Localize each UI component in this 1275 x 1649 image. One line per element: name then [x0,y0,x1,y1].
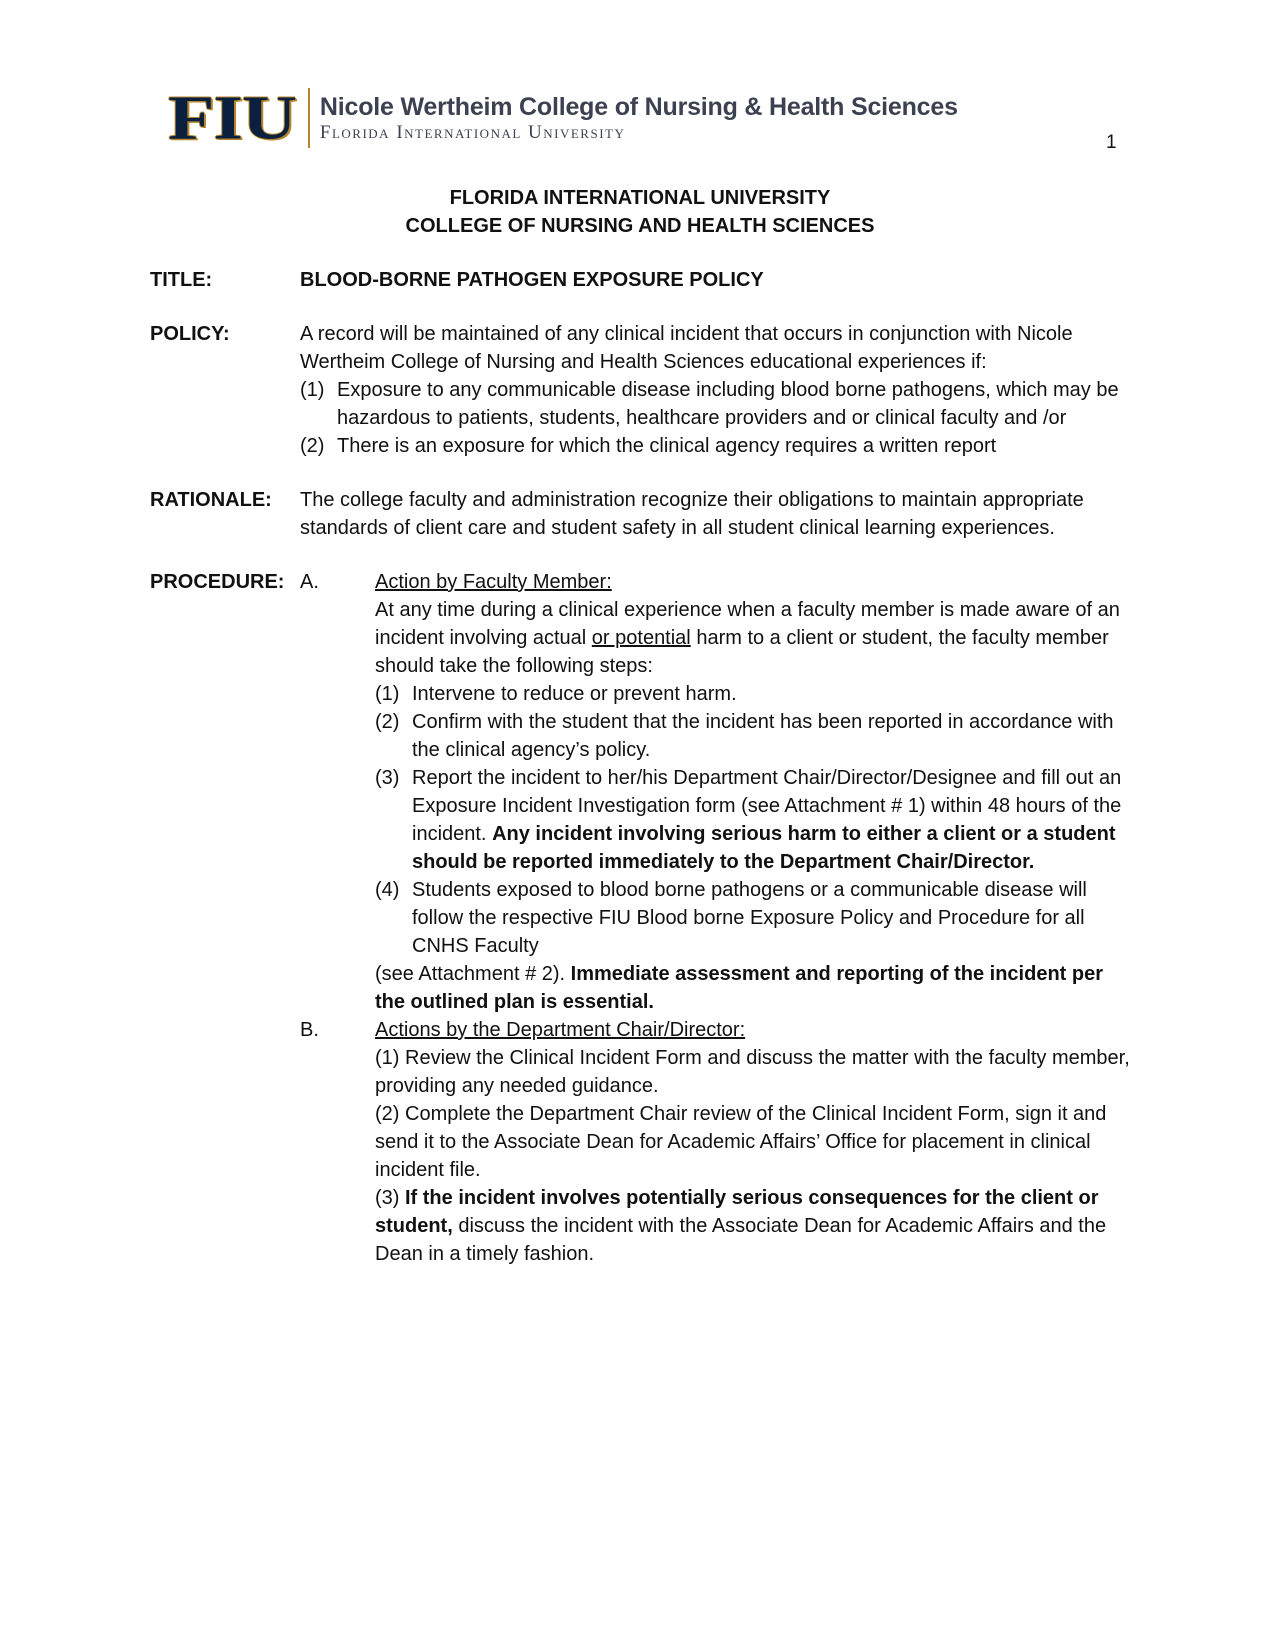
item-prefix: (3) [375,1187,405,1209]
intro-underlined: or potential [591,627,691,649]
policy-item [300,432,1130,460]
procedure-section-b [300,1016,1130,1268]
policy-title: BLOOD-BORNE PATHOGEN EXPOSURE POLICY [300,269,764,291]
policy-item-text: Exposure to any communicable disease including blood borne pathogens, which may be hazardous to patients, students, healthcare providers and or clinical faculty and /or [337,379,1119,429]
step-text: Students exposed to blood borne pathogens or a communicable disease will follow the respective FIU Blood borne Exposure Policy and Procedure for all CNHS Faculty [412,879,1087,957]
step-text-normal: Report the incident to her/his Department Chair/Director/Designee and fill out an Exposure Incident Investigation form (see Attachment # 1) within 48 hours of the incident. [412,767,1122,845]
policy-item-number: (2) [300,435,325,457]
procedure-row [150,568,1130,1268]
step-number: (1) [375,683,400,705]
procedure-section-a [300,568,1130,1016]
document-body [150,184,1130,1268]
policy-row [150,320,1130,460]
step-number: (3) [375,767,400,789]
logo-divider [308,88,310,148]
step-text [412,764,1130,876]
intro-text: At any time during a clinical experience when a faculty member is made aware of an incident involving actual [375,599,1120,649]
procedure-label: PROCEDURE: [150,571,285,593]
policy-content [300,320,1130,460]
section-b-body [375,1016,1130,1268]
policy-item [300,376,1130,432]
item-bold: If the incident involves potentially serious consequences for the client or student, [375,1187,1099,1237]
logo-text [320,92,958,144]
step-item [375,708,1130,764]
section-letter: B. [300,1019,319,1041]
heading-college: COLLEGE OF NURSING AND HEALTH SCIENCES [405,215,875,237]
heading-university: FLORIDA INTERNATIONAL UNIVERSITY [449,187,831,209]
step-text: Intervene to reduce or prevent harm. [412,683,737,705]
policy-label: POLICY: [150,323,230,345]
step-item [375,680,1130,708]
policy-item-text: There is an exposure for which the clinical agency requires a written report [337,435,997,457]
header [168,83,958,153]
section-a-closing [375,960,1130,1016]
rationale-row [150,486,1130,542]
section-letter: A. [300,571,319,593]
page-number: 1 [1106,132,1117,153]
section-b-item: (2) Complete the Department Chair review of the Clinical Incident Form, sign it and send it to the Associate Dean for Academic Affairs’ Office for placement in clinical incident file. [375,1103,1107,1181]
step-number: (2) [375,711,400,733]
step-text: Confirm with the student that the incident has been reported in accordance with the clinical agency’s policy. [412,711,1114,761]
title-label: TITLE: [150,269,213,291]
rationale-text: The college faculty and administration recognize their obligations to maintain appropriate standards of client care and student safety in all student clinical learning experiences. [300,489,1084,539]
college-name: Nicole Wertheim College of Nursing & Health Sciences [319,93,958,121]
step-text-bold: Any incident involving serious harm to either a client or a student should be reported immediately to the Department Chair/Director. [412,823,1116,873]
item-normal: discuss the incident with the Associate Dean for Academic Affairs and the Dean in a timely fashion. [375,1215,1107,1265]
section-b-item: (1) Review the Clinical Incident Form and discuss the matter with the faculty member, providing any needed guidance. [375,1047,1130,1097]
title-row [150,266,1130,294]
step-number: (4) [375,879,400,901]
rationale-label: RATIONALE: [150,489,272,511]
university-name: Florida International University [319,122,626,143]
step-item [375,764,1130,876]
section-b-item [375,1184,1130,1268]
section-a-intro [375,596,1130,680]
fiu-logo: FIU [168,83,296,153]
procedure-content [300,568,1130,1268]
closing-normal: (see Attachment # 2). [375,963,571,985]
section-a-heading: Action by Faculty Member: [375,571,612,593]
step-item [375,876,1130,960]
closing-bold: Immediate assessment and reporting of the incident per the outlined plan is essential. [375,963,1103,1013]
policy-item-number: (1) [300,379,325,401]
intro-text: harm to a client or student, the faculty member should take the following steps: [375,627,1109,677]
policy-intro: A record will be maintained of any clinical incident that occurs in conjunction with Nicole Wertheim College of Nursing and Health Sciences educational experiences if: [300,323,1073,373]
section-b-heading: Actions by the Department Chair/Director: [375,1019,746,1041]
section-a-body [375,568,1130,1016]
